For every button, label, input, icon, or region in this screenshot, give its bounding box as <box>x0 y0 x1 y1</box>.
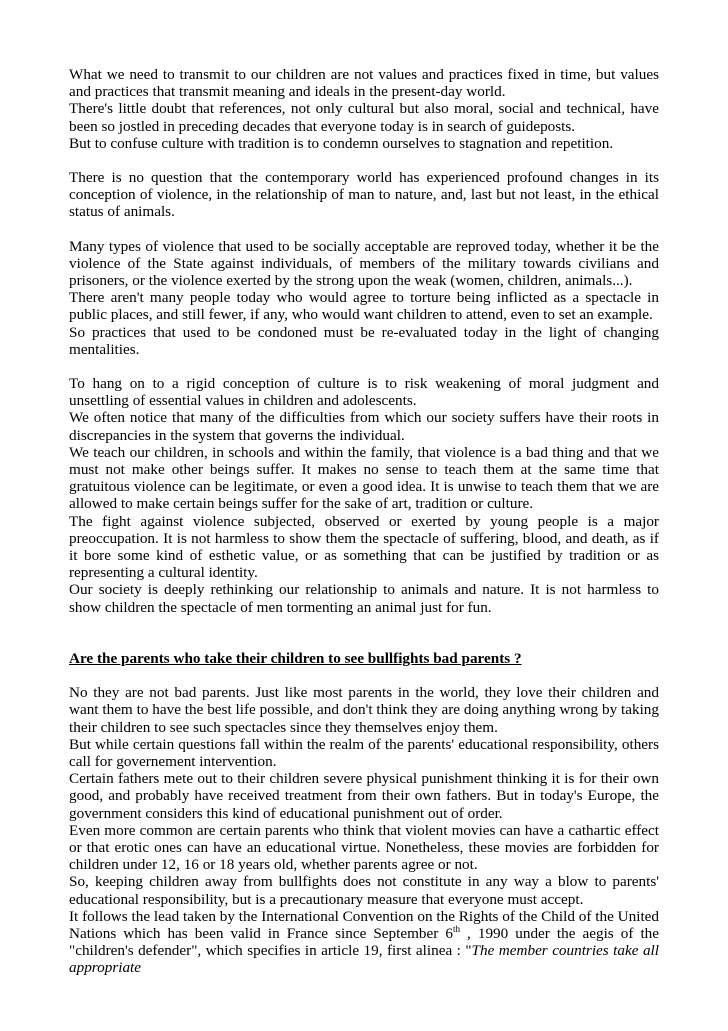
section-paragraph <box>69 684 659 976</box>
paragraph-line: But to confuse culture with tradition is to condemn ourselves to stagnation and repetition. <box>69 134 614 152</box>
section-heading: Are the parents who take their children to see bullfights bad parents ? <box>69 649 522 667</box>
paragraph-line: Many types of violence that used to be socially acceptable are reproved today, whether it be the violence of the State against individuals, of members of the military towards civilians and prisoners, or the violence exerted by the strong upon the weak (women, children, animals...). <box>69 237 659 290</box>
final-line <box>69 908 659 977</box>
paragraph-line: Certain fathers mete out to their children severe physical punishment thinking it is for their own good, and probably have received treatment from their own fathers. But in today's Europe, the government considers this kind of educational punishment out of order. <box>69 770 659 822</box>
quoted-italic-text: The member countries take all appropriate <box>69 942 659 977</box>
paragraph-line: There aren't many people today who would agree to torture being inflicted as a spectacle in public places, and still fewer, if any, who would want children to attend, even to set an example. <box>69 289 659 324</box>
paragraph-line: What we need to transmit to our children are not values and practices fixed in time, but values and practices that transmit meaning and ideals in the present-day world. <box>69 66 659 101</box>
final-line-text-cont: , 1990 under the aegis of the "children's defender", which specifies in article 19, first alinea : " <box>69 924 660 960</box>
paragraph-4 <box>69 375 659 616</box>
paragraph-2 <box>69 169 659 221</box>
paragraph-line: But while certain questions fall within the realm of the parents' educational responsibility, others call for governement intervention. <box>69 735 659 770</box>
paragraph-line: The fight against violence subjected, observed or exerted by young people is a major preoccupation. It is not harmless to show them the spectacle of suffering, blood, and death, as if it bore some kind of esthetic value, or as something that can be justified by tradition or as representing a cultural identity. <box>69 512 659 582</box>
paragraph-line: There is no question that the contemporary world has experienced profound changes in its conception of violence, in the relationship of man to nature, and, last but not least, in the ethical status of animals. <box>69 169 659 221</box>
superscript-th: th <box>452 923 460 934</box>
paragraph-line: Even more common are certain parents who think that violent movies can have a cathartic effect or that erotic ones can have an educational virtue. Nonetheless, these movies are forbidden for children under 12, 16 or 18 years old, whether parents agree or not. <box>69 821 659 874</box>
paragraph-3 <box>69 238 659 358</box>
paragraph-line: Our society is deeply rethinking our relationship to animals and nature. It is not harmless to show children the spectacle of men tormenting an animal just for fun. <box>69 581 659 616</box>
paragraph-line: We teach our children, in schools and within the family, that violence is a bad thing and that we must not make other beings suffer. It makes no sense to teach them at the same time that gratuitous violence can be legitimate, or even a good idea. It is unwise to teach them that we are allowed to make certain beings suffer for the sake of art, tradition or culture. <box>69 443 659 513</box>
paragraph-line: So, keeping children away from bullfights does not constitute in any way a blow to parents' educational responsibility, but is a precautionary measure that everyone must accept. <box>69 873 659 908</box>
paragraph-line: No they are not bad parents. Just like most parents in the world, they love their children and want them to have the best life possible, and don't think they are doing anything wrong by taking their children to see such spectacles since they themselves enjoy them. <box>69 684 659 736</box>
final-line-text: It follows the lead taken by the International Convention on the Rights of the Child of the United Nations which has been valid in France since September 6 <box>69 907 659 942</box>
paragraph-line: We often notice that many of the difficulties from which our society suffers have their roots in discrepancies in the system that governs the individual. <box>69 409 659 444</box>
paragraph-line: So practices that used to be condoned must be re-evaluated today in the light of changing mentalities. <box>69 323 659 358</box>
document-page <box>69 66 659 977</box>
paragraph-line: To hang on to a rigid conception of culture is to risk weakening of moral judgment and unsettling of essential values in children and adolescents. <box>69 375 659 410</box>
paragraph-1 <box>69 66 659 152</box>
paragraph-line: There's little doubt that references, not only cultural but also moral, social and technical, have been so jostled in preceding decades that everyone today is in search of guideposts. <box>69 100 659 135</box>
